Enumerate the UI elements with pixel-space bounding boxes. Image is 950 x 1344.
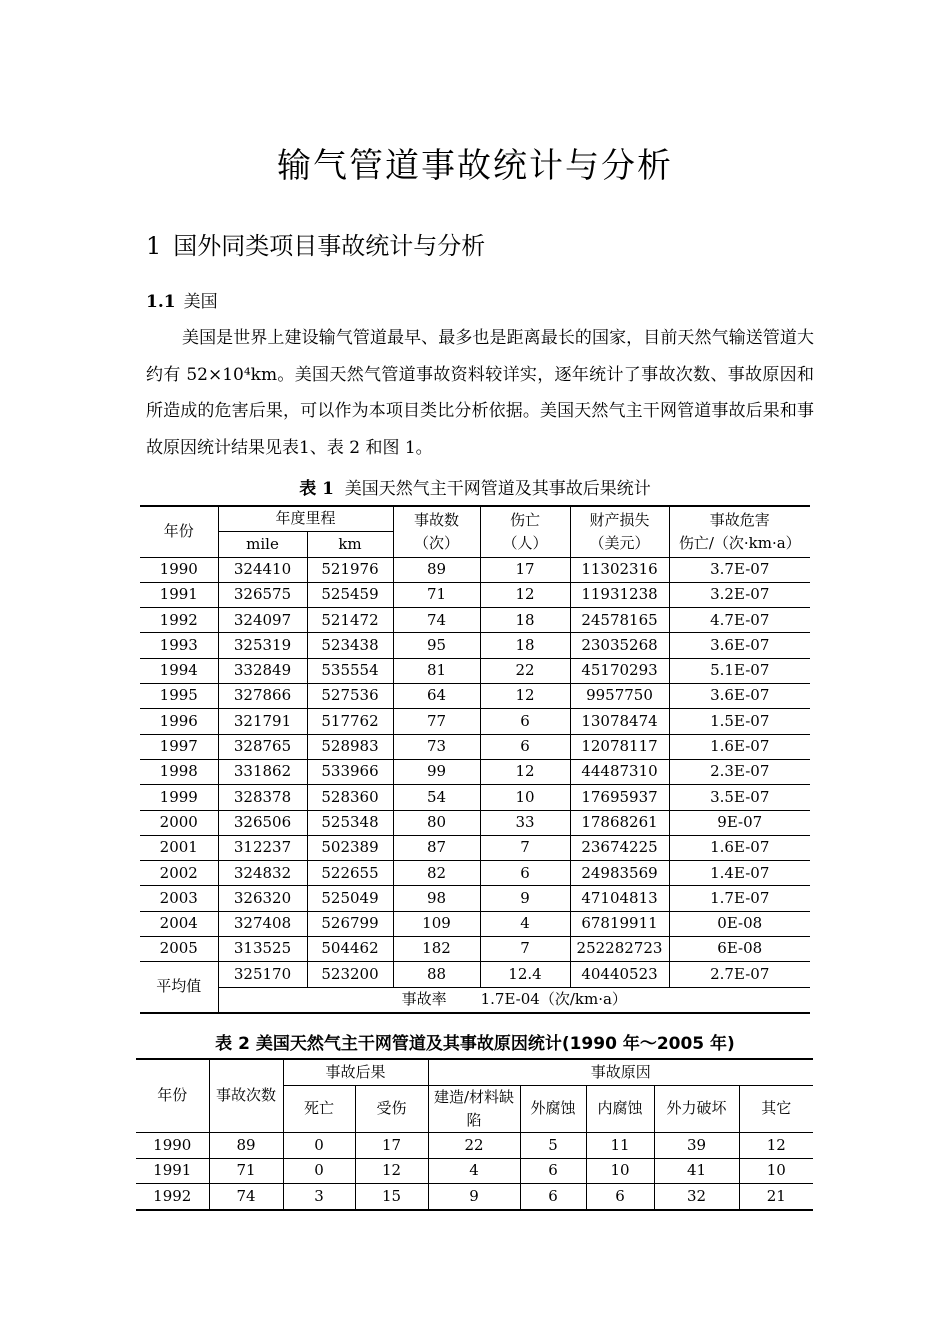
table-cell: 39 [654, 1133, 739, 1159]
table-cell: 7 [480, 835, 570, 860]
table-row [140, 810, 810, 835]
table-cell: 33 [480, 810, 570, 835]
table-row [140, 582, 810, 607]
table-cell: 71 [209, 1158, 283, 1184]
table-cell: 44487310 [570, 759, 669, 784]
table-cell: 6 [586, 1184, 654, 1210]
table-cell: 1.6E-07 [669, 835, 810, 860]
table-cell: 74 [209, 1184, 283, 1210]
accident-rate-cell [218, 987, 810, 1013]
table-cell: 521472 [307, 608, 393, 633]
section-title: 国外同类项目事故统计与分析 [173, 232, 486, 260]
table-cell: 525049 [307, 886, 393, 911]
header-injuries: 伤亡 （人） [480, 506, 570, 557]
t2-header-count: 事故次数 [209, 1059, 283, 1133]
table-cell: 24983569 [570, 861, 669, 886]
table-cell: 24578165 [570, 608, 669, 633]
table-cell: 32 [654, 1184, 739, 1210]
table-cell: 47104813 [570, 886, 669, 911]
table-cell: 3.7E-07 [669, 557, 810, 582]
table-cell: 10 [739, 1158, 813, 1184]
table-row [140, 557, 810, 582]
table-cell: 7 [480, 937, 570, 962]
table-cell: 1997 [140, 734, 218, 759]
header-year: 年份 [140, 506, 218, 557]
table-row [140, 835, 810, 860]
header-accidents: 事故数 （次） [393, 506, 480, 557]
table-cell: 326320 [218, 886, 307, 911]
table-cell: 6 [520, 1158, 586, 1184]
table-row [136, 1184, 813, 1210]
t2-header-external-damage: 外力破坏 [654, 1085, 739, 1133]
table-cell: 331862 [218, 759, 307, 784]
table-cell: 6 [480, 861, 570, 886]
table-cell: 1.5E-07 [669, 709, 810, 734]
table-cell: 6 [480, 734, 570, 759]
table-cell: 526799 [307, 911, 393, 936]
table-cell: 18 [480, 608, 570, 633]
table-cell: 95 [393, 633, 480, 658]
table1-caption-number: 表 1 [299, 479, 334, 499]
table-cell: 328765 [218, 734, 307, 759]
body-paragraph [146, 320, 814, 466]
table-cell: 182 [393, 937, 480, 962]
table-cell: 10 [586, 1158, 654, 1184]
table-cell: 328378 [218, 785, 307, 810]
table-cell: 527536 [307, 684, 393, 709]
table-cell: 517762 [307, 709, 393, 734]
table-cell: 4.7E-07 [669, 608, 810, 633]
table-cell: 17868261 [570, 810, 669, 835]
t2-header-ext-corrosion: 外腐蚀 [520, 1085, 586, 1133]
table-cell: 82 [393, 861, 480, 886]
accident-rate-label: 事故率 [401, 990, 447, 1009]
table-cell: 1996 [140, 709, 218, 734]
table-cell: 41 [654, 1158, 739, 1184]
table-cell: 1993 [140, 633, 218, 658]
table-cell: 1.4E-07 [669, 861, 810, 886]
table-cell: 1999 [140, 785, 218, 810]
table-cell: 3.6E-07 [669, 633, 810, 658]
table-cell: 1991 [140, 582, 218, 607]
average-label: 平均值 [140, 962, 218, 1013]
header-km: km [307, 532, 393, 557]
accident-cause-table [136, 1058, 813, 1211]
table-cell: 22 [480, 658, 570, 683]
table-cell: 502389 [307, 835, 393, 860]
table-cell: 5.1E-07 [669, 658, 810, 683]
table-cell: 327866 [218, 684, 307, 709]
table-cell: 21 [739, 1184, 813, 1210]
table-cell: 4 [480, 911, 570, 936]
table-cell: 77 [393, 709, 480, 734]
table-cell: 326575 [218, 582, 307, 607]
table-cell: 17 [480, 557, 570, 582]
table-cell: 6 [480, 709, 570, 734]
table-cell: 3.2E-07 [669, 582, 810, 607]
subsection-title: 美国 [183, 292, 218, 312]
section-number: 1 [146, 232, 162, 260]
table-cell: 23674225 [570, 835, 669, 860]
t2-header-int-corrosion: 内腐蚀 [586, 1085, 654, 1133]
header-loss: 财产损失 （美元） [570, 506, 669, 557]
paragraph-text: 美国是世界上建设输气管道最早、最多也是距离最长的国家，目前天然气输送管道大约有 52×10⁴km。美国天然气管道事故资料较详实，逐年统计了事故次数、事故原因和所造成的危害后果，可以作为本项目类比分析依据。美国天然气主干网管道事故后果和事故原因统计结果见表1、表 2 和图 1。 [146, 328, 814, 458]
table-cell: 324832 [218, 861, 307, 886]
table-cell: 521976 [307, 557, 393, 582]
subsection-heading-1-1 [146, 287, 218, 312]
table-row [140, 861, 810, 886]
table-cell: 17 [355, 1133, 428, 1159]
table-cell: 3.5E-07 [669, 785, 810, 810]
average-cell: 325170 [218, 962, 307, 987]
table-row [140, 709, 810, 734]
t2-header-death: 死亡 [283, 1085, 355, 1133]
table-cell: 2003 [140, 886, 218, 911]
table-cell: 87 [393, 835, 480, 860]
table-cell: 6E-08 [669, 937, 810, 962]
table-cell: 525459 [307, 582, 393, 607]
table-cell: 89 [393, 557, 480, 582]
table-cell: 12 [739, 1133, 813, 1159]
table-cell: 74 [393, 608, 480, 633]
average-row [140, 962, 810, 987]
table-cell: 9 [480, 886, 570, 911]
t2-header-material: 建造/材料缺陷 [428, 1085, 520, 1133]
page-title: 输气管道事故统计与分析 [277, 146, 673, 186]
table-cell: 2004 [140, 911, 218, 936]
table-cell: 80 [393, 810, 480, 835]
table-cell: 1990 [136, 1133, 209, 1159]
table-cell: 11931238 [570, 582, 669, 607]
table-cell: 326506 [218, 810, 307, 835]
table-cell: 5 [520, 1133, 586, 1159]
table-cell: 535554 [307, 658, 393, 683]
table-cell: 9957750 [570, 684, 669, 709]
header-mile: mile [218, 532, 307, 557]
table-cell: 1991 [136, 1158, 209, 1184]
table-cell: 2005 [140, 937, 218, 962]
table-cell: 327408 [218, 911, 307, 936]
table-cell: 533966 [307, 759, 393, 784]
table-row [140, 734, 810, 759]
average-cell: 12.4 [480, 962, 570, 987]
table-cell: 522655 [307, 861, 393, 886]
average-cell: 2.7E-07 [669, 962, 810, 987]
table-cell: 45170293 [570, 658, 669, 683]
table-cell: 12 [480, 582, 570, 607]
t2-header-consequence: 事故后果 [283, 1059, 428, 1085]
table-row [140, 785, 810, 810]
table-cell: 1990 [140, 557, 218, 582]
table-cell: 528983 [307, 734, 393, 759]
table-cell: 17695937 [570, 785, 669, 810]
table-cell: 1992 [140, 608, 218, 633]
table-row [136, 1158, 813, 1184]
table1-caption [0, 474, 950, 499]
table-cell: 324410 [218, 557, 307, 582]
t2-header-other: 其它 [739, 1085, 813, 1133]
table-cell: 525348 [307, 810, 393, 835]
table-cell: 73 [393, 734, 480, 759]
table-cell: 3.6E-07 [669, 684, 810, 709]
table-cell: 2001 [140, 835, 218, 860]
table-row [140, 759, 810, 784]
accident-consequence-table [140, 505, 810, 1014]
average-cell: 88 [393, 962, 480, 987]
table-cell: 12078117 [570, 734, 669, 759]
table-row [140, 633, 810, 658]
section-heading-1 [146, 226, 485, 261]
table-cell: 4 [428, 1158, 520, 1184]
average-cell: 40440523 [570, 962, 669, 987]
header-hazard: 事故危害 伤亡/（次·km·a） [669, 506, 810, 557]
table-cell: 11 [586, 1133, 654, 1159]
table-row [140, 886, 810, 911]
table-cell: 98 [393, 886, 480, 911]
table-cell: 64 [393, 684, 480, 709]
table-cell: 313525 [218, 937, 307, 962]
table-cell: 2002 [140, 861, 218, 886]
table-cell: 1.7E-07 [669, 886, 810, 911]
table-cell: 0E-08 [669, 911, 810, 936]
table-cell: 325319 [218, 633, 307, 658]
t2-header-injury: 受伤 [355, 1085, 428, 1133]
table-cell: 6 [520, 1184, 586, 1210]
table-cell: 12 [480, 759, 570, 784]
table-cell: 15 [355, 1184, 428, 1210]
table-cell: 99 [393, 759, 480, 784]
table-cell: 3 [283, 1184, 355, 1210]
subsection-number: 1.1 [146, 292, 176, 312]
table-cell: 0 [283, 1133, 355, 1159]
table-row [140, 684, 810, 709]
table-cell: 13078474 [570, 709, 669, 734]
average-cell: 523200 [307, 962, 393, 987]
table-cell: 312237 [218, 835, 307, 860]
table-cell: 12 [480, 684, 570, 709]
table-row [136, 1133, 813, 1159]
table-cell: 1.6E-07 [669, 734, 810, 759]
table-cell: 89 [209, 1133, 283, 1159]
table-cell: 1995 [140, 684, 218, 709]
table2-caption: 表 2 美国天然气主干网管道及其事故原因统计(1990 年～2005 年) [215, 1034, 735, 1054]
table-cell: 2.3E-07 [669, 759, 810, 784]
table-cell: 11302316 [570, 557, 669, 582]
table-cell: 504462 [307, 937, 393, 962]
table-cell: 332849 [218, 658, 307, 683]
table1-caption-text: 美国天然气主干网管道及其事故后果统计 [344, 479, 651, 499]
table-cell: 523438 [307, 633, 393, 658]
table-cell: 2000 [140, 810, 218, 835]
table-cell: 12 [355, 1158, 428, 1184]
table-cell: 22 [428, 1133, 520, 1159]
table-row [140, 937, 810, 962]
header-mileage: 年度里程 [218, 506, 393, 532]
table-cell: 54 [393, 785, 480, 810]
table-row [140, 608, 810, 633]
table-cell: 81 [393, 658, 480, 683]
accident-rate-row [140, 987, 810, 1013]
table-cell: 252282723 [570, 937, 669, 962]
table-cell: 18 [480, 633, 570, 658]
table-cell: 9E-07 [669, 810, 810, 835]
table-cell: 9 [428, 1184, 520, 1210]
t2-header-cause: 事故原因 [428, 1059, 813, 1085]
table-cell: 67819911 [570, 911, 669, 936]
t2-header-year: 年份 [136, 1059, 209, 1133]
table-cell: 109 [393, 911, 480, 936]
table-cell: 528360 [307, 785, 393, 810]
table-cell: 0 [283, 1158, 355, 1184]
table-cell: 1992 [136, 1184, 209, 1210]
table-cell: 324097 [218, 608, 307, 633]
table-cell: 321791 [218, 709, 307, 734]
table-cell: 71 [393, 582, 480, 607]
accident-rate-value: 1.7E-04（次/km·a） [480, 990, 627, 1009]
table-cell: 23035268 [570, 633, 669, 658]
table-cell: 1994 [140, 658, 218, 683]
table-row [140, 658, 810, 683]
table-cell: 10 [480, 785, 570, 810]
table-cell: 1998 [140, 759, 218, 784]
table-row [140, 911, 810, 936]
